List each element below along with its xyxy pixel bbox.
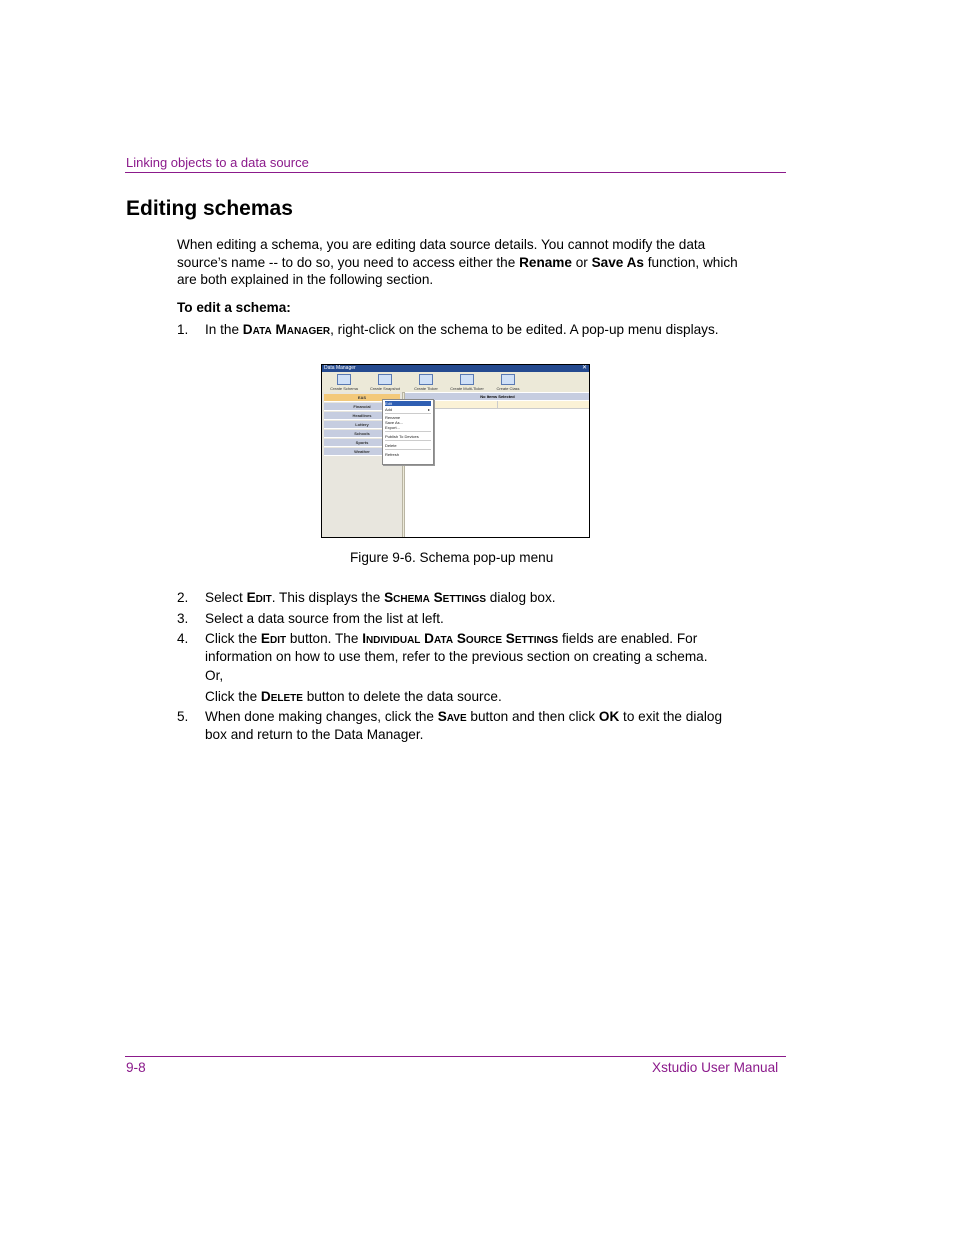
schema-item: Financial	[324, 403, 400, 411]
schema-item: Lottery	[324, 421, 400, 429]
create-multi-ticker-button: Create Multi-Ticker	[448, 374, 486, 391]
footer-rule	[125, 1056, 786, 1057]
step-4-alt: Click the Delete button to delete the data source.	[205, 689, 502, 704]
multi-ticker-icon	[460, 374, 474, 385]
context-menu	[382, 399, 434, 465]
menu-item-publish: Publish To Devices	[385, 434, 419, 439]
header-rule	[125, 172, 786, 173]
schema-item: Weather	[324, 448, 400, 456]
figure-caption: Figure 9-6. Schema pop-up menu	[350, 550, 554, 565]
menu-separator	[385, 413, 431, 414]
running-header: Linking objects to a data source	[126, 155, 309, 170]
menu-item-delete: Delete	[385, 443, 397, 448]
manual-title: Xstudio User Manual	[652, 1060, 779, 1075]
menu-separator	[385, 431, 431, 432]
menu-item-save-as: Save As...	[385, 420, 404, 425]
schema-item: Schools	[324, 430, 400, 438]
create-snapshot-button: Create Snapshot	[368, 374, 402, 391]
ticker-icon	[419, 374, 433, 385]
page-number: 9-8	[126, 1060, 146, 1075]
intro-paragraph: When editing a schema, you are editing data source details. You cannot modify the data source’s name -- to do so, you need to access either the Rename or Save As function, which are both explained in the following section.	[177, 237, 738, 287]
column-divider	[497, 401, 498, 409]
menu-item-add: Add ▸	[385, 407, 430, 412]
menu-item-refresh: Refresh	[385, 452, 400, 457]
step-4-or: Or,	[205, 668, 224, 683]
details-header: No Items Selected	[405, 393, 590, 400]
class-icon	[501, 374, 515, 385]
create-ticker-button: Create Ticker	[412, 374, 440, 391]
menu-item-rename: Rename	[385, 415, 401, 420]
close-icon: ✕	[581, 365, 587, 371]
submenu-arrow-icon: ▸	[427, 407, 430, 412]
window-titlebar: Data Manager	[322, 365, 589, 372]
schema-icon	[337, 374, 351, 385]
menu-separator	[385, 440, 431, 441]
menu-item-edit: Edit	[385, 401, 431, 406]
menu-item-export: Export...	[385, 425, 400, 430]
schema-item: Sports	[324, 439, 400, 447]
create-schema-button: Create Schema	[328, 374, 360, 391]
schema-item: EAS	[324, 394, 400, 402]
toolbar	[322, 372, 589, 393]
data-manager-screenshot	[321, 364, 590, 538]
menu-separator	[385, 449, 431, 450]
schema-item: Headlines	[324, 412, 400, 420]
procedure-title: To edit a schema:	[177, 300, 291, 315]
page-title: Editing schemas	[126, 197, 293, 220]
create-class-button: Create Class	[494, 374, 522, 391]
snapshot-icon	[378, 374, 392, 385]
